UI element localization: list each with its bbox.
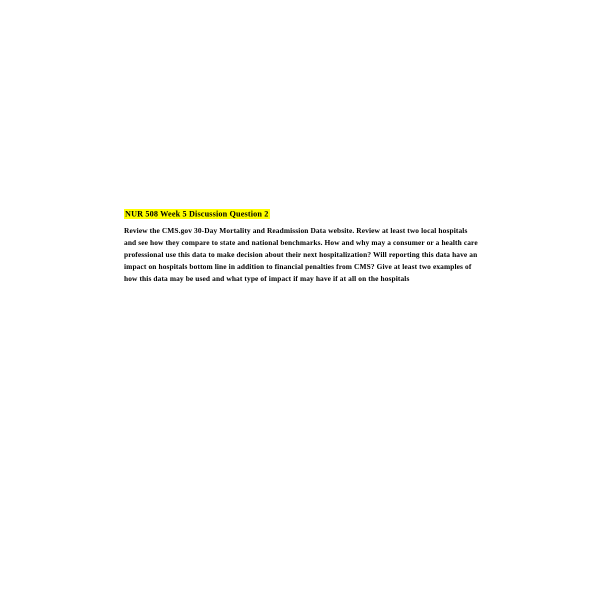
document-title-line	[124, 208, 270, 219]
document-text-block	[124, 203, 480, 285]
page-title: NUR 508 Week 5 Discussion Question 2	[125, 209, 269, 218]
document-body-paragraph: Review the CMS.gov 30-Day Mortality and Readmission Data website. Review at least two local hospitals and see how they compare to state and national benchmarks. How and why may a consumer or a health care professional use this data to make decision about their next hospitalization? Will reporting this data have an impact on hospitals bottom line in addition to financial penalties from CMS? Give at least two examples of how this data may be used and what type of impact if may have if at all on the hospitals	[124, 226, 478, 283]
